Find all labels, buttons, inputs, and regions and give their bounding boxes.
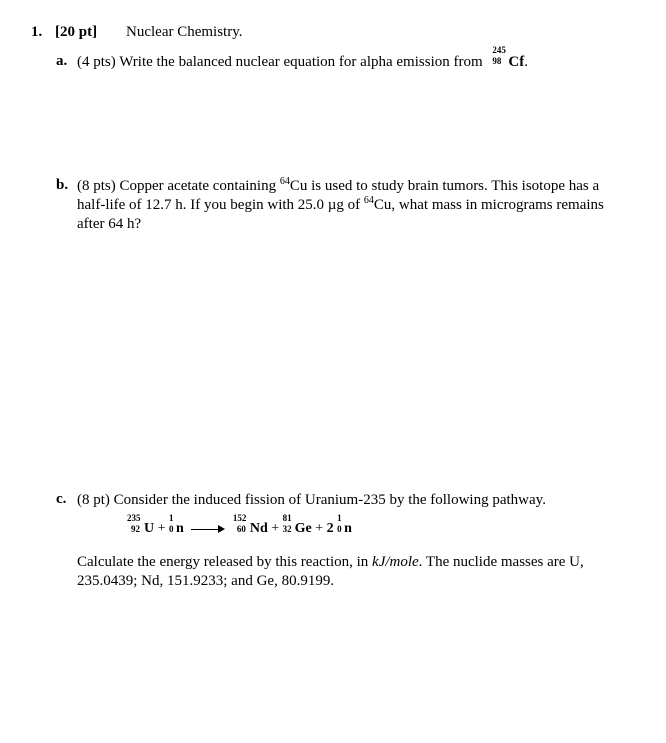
nd-mass-number: 152	[232, 513, 247, 523]
neutron-reactant	[169, 513, 184, 537]
part-b-line-3: after 64 h?	[77, 216, 142, 232]
fission-equation	[127, 513, 352, 537]
part-c-label: c.	[56, 491, 67, 507]
u-symbol: U	[144, 521, 155, 536]
part-a-label: a.	[56, 53, 68, 69]
part-b-line-1-post: Cu is used to study brain tumors. This isotope has a	[289, 178, 600, 194]
part-c-line-1-post: . The nuclide masses are U,	[418, 554, 584, 570]
ge-atomic-number: 32	[282, 524, 292, 534]
n1-symbol: n	[176, 521, 184, 536]
cf-mass-number: 245	[492, 45, 506, 55]
n2-symbol: n	[344, 521, 352, 536]
n2-atomic-number: 0	[337, 524, 342, 534]
question-points: [20 pt]	[55, 24, 98, 40]
part-b-line-2	[77, 196, 604, 215]
neutron-product	[337, 513, 352, 537]
part-c-prompt: (8 pt) Consider the induced fission of Uranium-235 by the following pathway.	[77, 492, 546, 508]
nd152-nuclide	[232, 513, 268, 537]
part-c-question	[77, 553, 584, 591]
ge-mass-number: 81	[282, 513, 292, 523]
cf-symbol: Cf	[508, 54, 525, 70]
part-b-text	[77, 177, 604, 234]
part-b-line-1-pre: (8 pts) Copper acetate containing	[77, 178, 280, 194]
neutron-coefficient: 2	[326, 521, 334, 536]
n1-mass-number: 1	[169, 513, 174, 523]
u-mass-number: 235	[127, 513, 141, 523]
part-a-prompt: (4 pts) Write the balanced nuclear equation for alpha emission from	[77, 54, 483, 70]
energy-units: kJ/mole	[372, 554, 419, 570]
u235-nuclide	[127, 513, 155, 537]
question-title: Nuclear Chemistry.	[126, 24, 243, 40]
part-c-line-1	[77, 553, 584, 572]
ge-symbol: Ge	[294, 521, 312, 536]
nd-atomic-number: 60	[236, 524, 246, 534]
part-a-end: .	[524, 54, 528, 70]
part-b-line-1	[77, 177, 604, 196]
plus-sign: +	[157, 521, 166, 536]
part-c-line-2: 235.0439; Nd, 151.9233; and Ge, 80.9199.	[77, 573, 335, 589]
californium-nuclide	[492, 45, 525, 72]
part-a-text	[77, 45, 528, 72]
part-b-label: b.	[56, 177, 69, 193]
u-atomic-number: 92	[131, 524, 140, 534]
cu-mass-superscript-1: 64	[279, 176, 290, 187]
part-b-line-2-post: Cu, what mass in micrograms remains	[373, 197, 604, 213]
nd-symbol: Nd	[249, 521, 268, 536]
plus-sign: +	[315, 521, 324, 536]
part-c-line-1-pre: Calculate the energy released by this reaction, in	[77, 554, 373, 570]
question-number: 1.	[31, 24, 43, 40]
part-b-line-2-pre: half-life of 12.7 h. If you begin with 25.0 µg of	[77, 197, 364, 213]
cu-mass-superscript-2: 64	[363, 195, 374, 206]
ge81-nuclide	[282, 513, 312, 537]
plus-sign: +	[271, 521, 280, 536]
cf-atomic-number: 98	[492, 56, 502, 66]
n1-atomic-number: 0	[169, 524, 174, 534]
reaction-arrow-icon	[191, 524, 225, 534]
n2-mass-number: 1	[337, 513, 342, 523]
